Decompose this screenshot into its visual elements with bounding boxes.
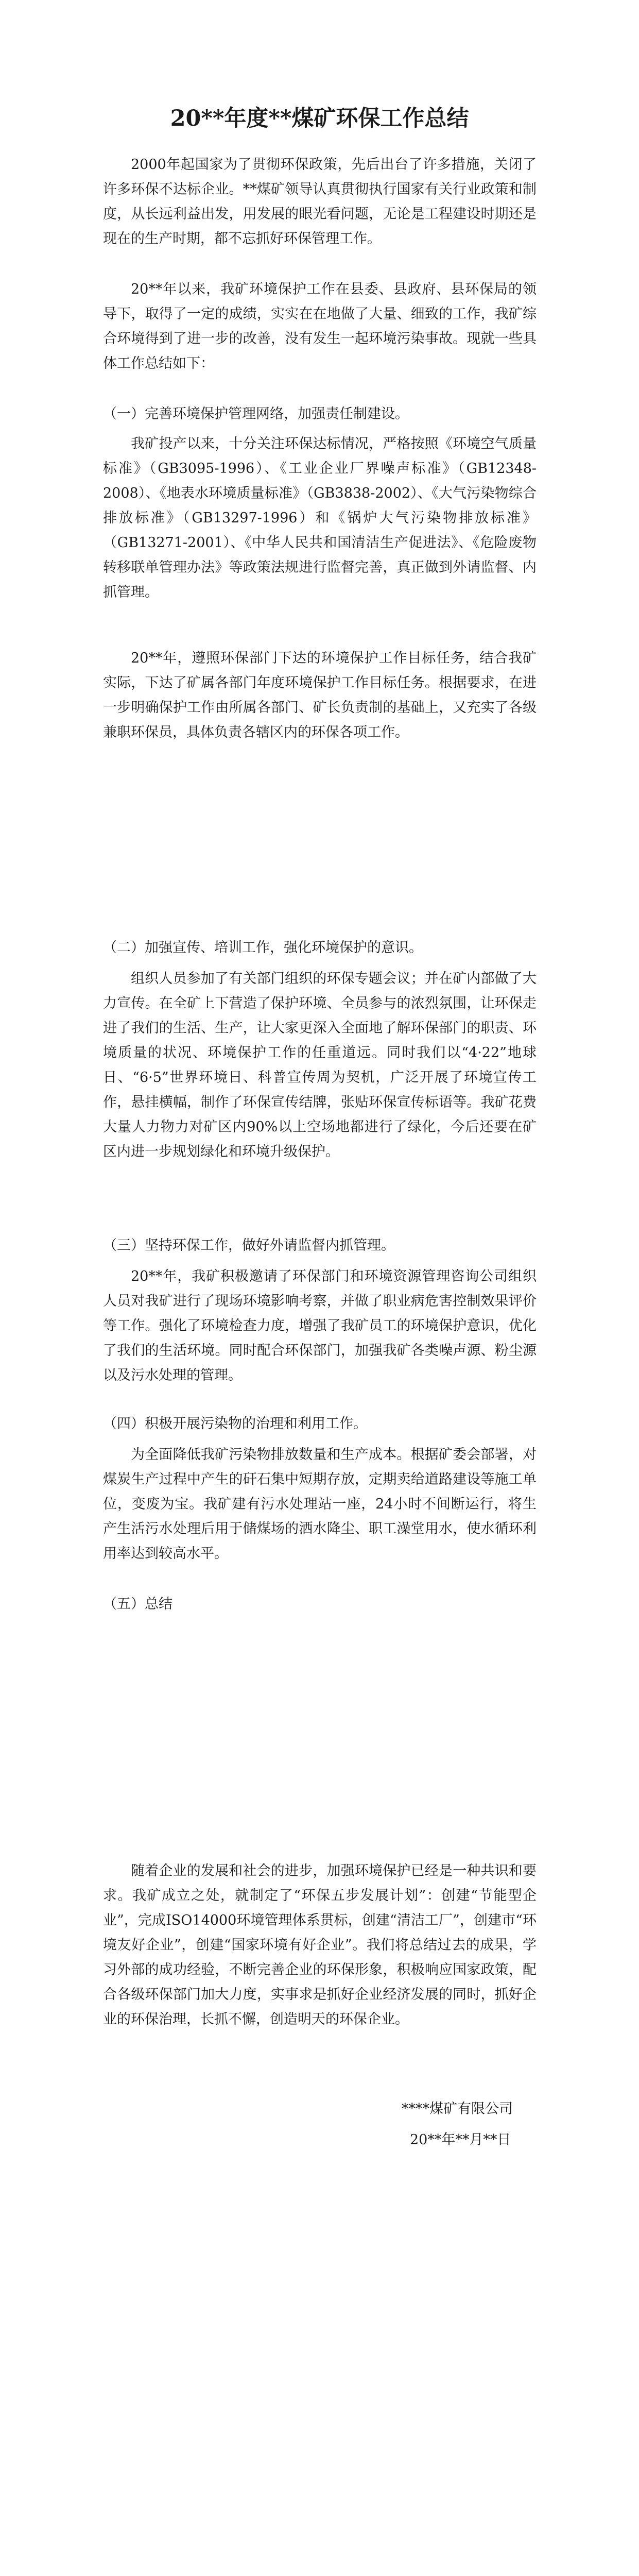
section-5-paragraph-1: 随着企业的发展和社会的进步，加强环境保护已经是一种共识和要求。我矿成立之处，就制定了“环保五步发展计划”：创建“节能型企业”，完成ISO14000环境管理体系贯标，创建“清洁工厂”，创建市“环境友好企业”，创建“国家环境有好企业”。我们将总结过去的成果，学习外部的成功经验，不断完善企业的环保形象，积极响应国家政策，配合各级环保部门加大力度，实事求是抓好企业经济发展的同时，抓好企业的环保治理，长抓不懈，创造明天的环保企业。 (103, 1863, 537, 2027)
section-2-heading: （二）加强宣传、培训工作，强化环境保护的意识。 (103, 940, 423, 956)
intro-paragraph-1: 2000年起国家为了贯彻环保政策，先后出台了许多措施，关闭了许多环保不达标企业。**煤矿领导认真贯彻执行国家有关行业政策和制度，从长远利益出发，用发展的眼光看问题，无论是工程建设时期还是现在的生产时期，都不忘抓好环保管理工作。 (103, 157, 537, 247)
section-3-heading: （三）坚持环保工作，做好外请监督内抓管理。 (103, 1238, 395, 1253)
section-1-paragraph-2: 20**年，遵照环保部门下达的环境保护工作目标任务，结合我矿实际，下达了矿属各部门年度环境保护工作目标任务。根据要求，在进一步明确保护工作由所属各部门、矿长负责制的基础上，又充实了各级兼职环保员，具体负责各辖区内的环保各项工作。 (103, 650, 537, 740)
section-1-heading: （一）完善环境保护管理网络，加强责任制建设。 (103, 406, 409, 422)
section-5-heading: （五）总结 (103, 1596, 172, 1612)
section-1-paragraph-1: 我矿投产以来，十分关注环保达标情况，严格按照《环境空气质量标准》（GB3095-1996）、《工业企业厂界噪声标准》（GB12348-2008）、《地表水环境质量标准》（GB3838-2002）、《大气污染物综合排放标准》（GB13297-1996）和《锅炉大气污染物排放标准》（GB13271-2001）、《中华人民共和国清洁生产促进法》、《危险废物转移联单管理办法》等政策法规进行监督完善，真正做到外请监督、内抓管理。 (103, 436, 537, 600)
document-title: 20**年度**煤矿环保工作总结 (170, 106, 469, 131)
section-4-heading: （四）积极开展污染物的治理和利用工作。 (103, 1416, 367, 1432)
section-2-paragraph-1: 组织人员参加了有关部门组织的环保专题会议；并在矿内部做了大力宣传。在全矿上下营造了保护环境、全员参与的浓烈氛围，让环保走进了我们的生活、生产，让大家更深入全面地了解环保部门的职责、环境质量的状况、环境保护工作的任重道远。同时我们以“4·22”地球日、“6·5”世界环境日、科普宣传周为契机，广泛开展了环境宣传工作，悬挂横幅，制作了环保宣传结牌，张贴环保宣传标语等。我矿花费大量人力物力对矿区内90%以上空场地都进行了绿化，今后还要在矿区内进一步规划绿化和环境升级保护。 (103, 971, 537, 1160)
section-4-paragraph-1: 为全面降低我矿污染物排放数量和生产成本。根据矿委会部署，对煤炭生产过程中产生的矸石集中短期存放，定期卖给道路建设等施工单位，变废为宝。我矿建有污水处理站一座，24小时不间断运行，将生产生活污水处理后用于储煤场的洒水降尘、职工澡堂用水，使水循环利用率达到较高水平。 (103, 1447, 537, 1562)
signature-date: 20**年**月**日 (410, 2132, 511, 2148)
signature-company: ****煤矿有限公司 (402, 2101, 513, 2117)
intro-paragraph-2: 20**年以来，我矿环境保护工作在县委、县政府、县环保局的领导下，取得了一定的成绩，实实在在地做了大量、细致的工作，我矿综合环境得到了进一步的改善，没有发生一起环境污染事故。现就一些具体工作总结如下： (103, 281, 537, 371)
section-3-paragraph-1: 20**年，我矿积极邀请了环保部门和环境资源管理咨询公司组织人员对我矿进行了现场环境影响考察，并做了职业病危害控制效果评价等工作。强化了环境检查力度，增强了我矿员工的环境保护意识，优化了我们的生活环境。同时配合环保部门，加强我矿各类噪声源、粉尘源以及污水处理的管理。 (103, 1268, 537, 1383)
